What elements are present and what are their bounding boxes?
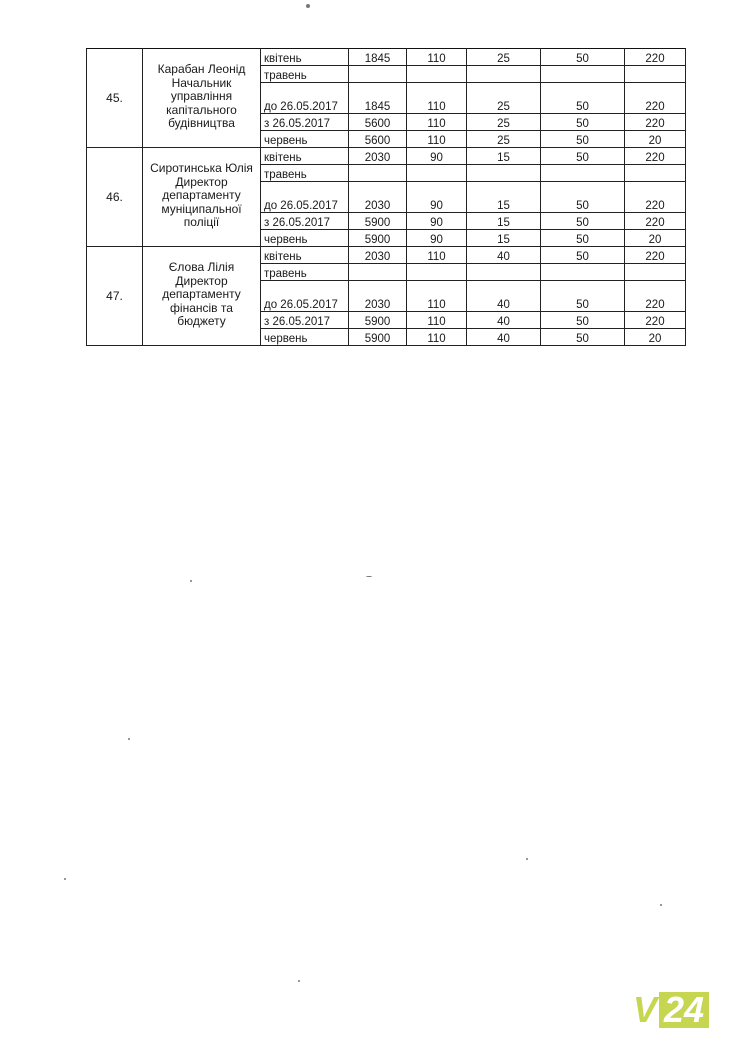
value-cell — [625, 165, 686, 182]
value-cell: 220 — [625, 281, 686, 312]
value-cell: 5900 — [349, 213, 407, 230]
value-cell: 50 — [541, 49, 625, 66]
value-cell: 220 — [625, 83, 686, 114]
period-cell: з 26.05.2017 — [261, 213, 349, 230]
value-cell: 220 — [625, 247, 686, 264]
value-cell: 220 — [625, 49, 686, 66]
value-cell: 40 — [467, 312, 541, 329]
value-cell: 15 — [467, 148, 541, 165]
value-cell: 5900 — [349, 230, 407, 247]
value-cell — [541, 66, 625, 83]
entry-number: 47. — [87, 247, 143, 346]
value-cell: 90 — [407, 182, 467, 213]
scan-speck — [306, 4, 310, 8]
value-cell — [349, 165, 407, 182]
value-cell: 110 — [407, 49, 467, 66]
scan-speck — [128, 738, 130, 740]
value-cell — [541, 264, 625, 281]
value-cell — [349, 264, 407, 281]
period-cell: квітень — [261, 49, 349, 66]
value-cell: 90 — [407, 230, 467, 247]
value-cell: 50 — [541, 148, 625, 165]
value-cell — [407, 66, 467, 83]
value-cell: 220 — [625, 213, 686, 230]
value-cell: 220 — [625, 114, 686, 131]
value-cell: 50 — [541, 281, 625, 312]
value-cell: 5900 — [349, 329, 407, 346]
value-cell — [467, 66, 541, 83]
person-name-position: Сиротинська Юлія Директор департаменту муніципальної поліції — [143, 148, 261, 247]
table-row — [87, 49, 686, 66]
value-cell: 220 — [625, 182, 686, 213]
value-cell: 15 — [467, 213, 541, 230]
value-cell: 50 — [541, 213, 625, 230]
period-cell: квітень — [261, 247, 349, 264]
value-cell: 50 — [541, 247, 625, 264]
value-cell: 50 — [541, 329, 625, 346]
value-cell: 20 — [625, 230, 686, 247]
period-cell: червень — [261, 329, 349, 346]
value-cell: 50 — [541, 114, 625, 131]
value-cell: 20 — [625, 131, 686, 148]
value-cell: 15 — [467, 230, 541, 247]
value-cell: 25 — [467, 83, 541, 114]
scan-speck — [298, 980, 300, 982]
period-cell: до 26.05.2017 — [261, 182, 349, 213]
scan-speck — [526, 858, 528, 860]
value-cell: 110 — [407, 329, 467, 346]
value-cell: 15 — [467, 182, 541, 213]
entry-number: 46. — [87, 148, 143, 247]
value-cell: 110 — [407, 281, 467, 312]
value-cell: 90 — [407, 213, 467, 230]
value-cell: 2030 — [349, 182, 407, 213]
period-cell: травень — [261, 165, 349, 182]
value-cell: 110 — [407, 131, 467, 148]
table-row — [87, 148, 686, 165]
scan-speck — [190, 580, 192, 582]
value-cell: 20 — [625, 329, 686, 346]
value-cell: 220 — [625, 312, 686, 329]
value-cell: 5600 — [349, 114, 407, 131]
value-cell: 110 — [407, 83, 467, 114]
period-cell: травень — [261, 264, 349, 281]
salary-table-body — [87, 49, 686, 346]
value-cell — [625, 264, 686, 281]
value-cell: 90 — [407, 148, 467, 165]
period-cell: квітень — [261, 148, 349, 165]
value-cell: 25 — [467, 114, 541, 131]
value-cell: 1845 — [349, 49, 407, 66]
value-cell — [467, 165, 541, 182]
value-cell: 50 — [541, 230, 625, 247]
salary-table — [86, 48, 686, 346]
value-cell: 50 — [541, 83, 625, 114]
value-cell: 110 — [407, 114, 467, 131]
logo-letter: V — [633, 989, 658, 1030]
period-cell: з 26.05.2017 — [261, 312, 349, 329]
value-cell: 50 — [541, 312, 625, 329]
logo-number: 24 — [659, 992, 709, 1028]
value-cell: 5900 — [349, 312, 407, 329]
value-cell: 40 — [467, 247, 541, 264]
value-cell: 50 — [541, 182, 625, 213]
value-cell: 110 — [407, 247, 467, 264]
value-cell: 2030 — [349, 148, 407, 165]
value-cell: 220 — [625, 148, 686, 165]
value-cell — [407, 264, 467, 281]
entry-number: 45. — [87, 49, 143, 148]
value-cell: 40 — [467, 329, 541, 346]
scan-speck — [366, 576, 372, 577]
value-cell — [349, 66, 407, 83]
value-cell: 2030 — [349, 247, 407, 264]
scan-speck — [660, 904, 662, 906]
value-cell: 2030 — [349, 281, 407, 312]
period-cell: до 26.05.2017 — [261, 83, 349, 114]
value-cell — [467, 264, 541, 281]
value-cell — [541, 165, 625, 182]
value-cell: 40 — [467, 281, 541, 312]
value-cell: 1845 — [349, 83, 407, 114]
value-cell: 25 — [467, 49, 541, 66]
period-cell: до 26.05.2017 — [261, 281, 349, 312]
value-cell: 110 — [407, 312, 467, 329]
person-name-position: Єлова Лілія Директор департаменту фінансів та бюджету — [143, 247, 261, 346]
period-cell: травень — [261, 66, 349, 83]
value-cell — [625, 66, 686, 83]
period-cell: червень — [261, 131, 349, 148]
value-cell: 50 — [541, 131, 625, 148]
table-row — [87, 247, 686, 264]
scan-speck — [64, 878, 66, 880]
period-cell: червень — [261, 230, 349, 247]
person-name-position: Карабан Леонід Начальник управління капітального будівництва — [143, 49, 261, 148]
period-cell: з 26.05.2017 — [261, 114, 349, 131]
value-cell: 5600 — [349, 131, 407, 148]
value-cell — [407, 165, 467, 182]
v24-logo — [633, 989, 709, 1030]
value-cell: 25 — [467, 131, 541, 148]
